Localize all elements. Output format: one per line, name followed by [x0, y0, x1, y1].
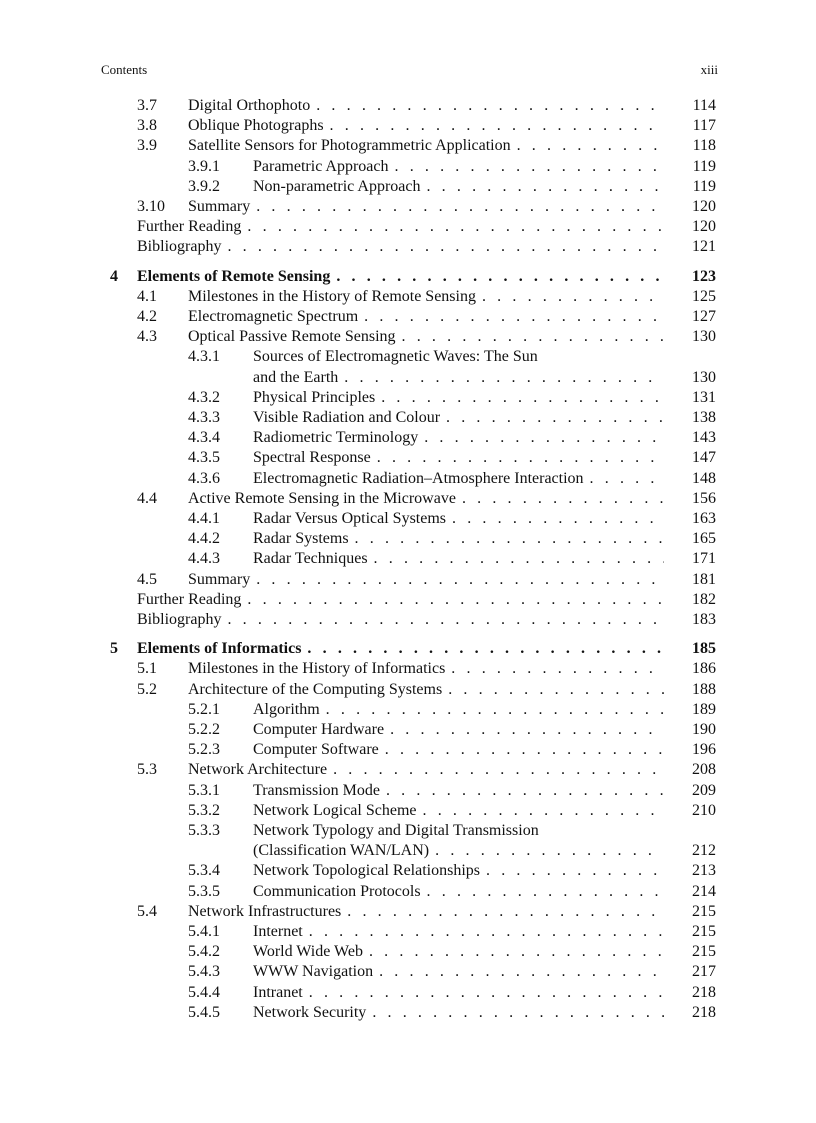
- toc-entry[interactable]: [0, 659, 816, 679]
- toc-entry-title: Electromagnetic Spectrum . . .: [188, 307, 664, 327]
- toc-entry-number: 4.3.1: [188, 348, 220, 366]
- toc-entry-number: 5.2.3: [188, 741, 220, 759]
- toc-entry-title: Physical Principles . . .: [253, 388, 664, 408]
- toc-entry-title: Digital Orthophoto . . .: [188, 96, 664, 116]
- toc-entry[interactable]: [0, 1003, 816, 1023]
- toc-entry-number: 4: [110, 267, 118, 285]
- toc-entry-title: Elements of Informatics . . .: [137, 639, 664, 659]
- toc-entry[interactable]: [0, 549, 816, 569]
- toc-entry-number: 5.3.1: [188, 781, 220, 799]
- toc-entry-title: Computer Software . . .: [253, 740, 664, 760]
- toc-entry-number: 5.3.3: [188, 822, 220, 839]
- toc-entry-number: 5.3.5: [188, 882, 220, 900]
- toc-entry-title: Parametric Approach . . .: [253, 157, 664, 177]
- toc-entry[interactable]: [0, 237, 816, 257]
- toc-entry-title: Sources of Electromagnetic Waves: The Sun: [253, 348, 538, 366]
- toc-entry[interactable]: [0, 217, 816, 237]
- toc-entry[interactable]: [0, 116, 816, 136]
- toc-entry-title: Bibliography . . .: [137, 610, 664, 630]
- toc-entry[interactable]: [0, 740, 816, 760]
- toc-entry-page: 213: [692, 862, 716, 880]
- toc-entry-title: Radar Versus Optical Systems . . .: [253, 509, 664, 529]
- toc-entry-page: 117: [692, 117, 716, 135]
- toc-entry-title: Milestones in the History of Informatics . . .: [188, 659, 664, 679]
- toc-entry-page: 181: [692, 570, 716, 588]
- toc-entry-number: 4.3.3: [188, 409, 220, 426]
- toc-entry-number: 5.4: [137, 902, 157, 920]
- toc-entry[interactable]: [0, 388, 816, 408]
- toc-entry-page: 143: [692, 429, 716, 447]
- toc-entry-title: Architecture of the Computing Systems . . .: [188, 680, 664, 700]
- toc-entry-title: Internet . . .: [253, 922, 664, 942]
- toc-entry-page: 212: [692, 842, 716, 860]
- toc-entry-title: WWW Navigation . . .: [253, 962, 664, 982]
- toc-entry-page: 119: [692, 177, 716, 195]
- toc-entry-page: 218: [692, 1003, 716, 1021]
- toc-entry-number: 5.3.4: [188, 862, 220, 880]
- toc-entry[interactable]: [0, 962, 816, 982]
- toc-entry-title: Radar Systems . . .: [253, 529, 664, 549]
- toc-entry-title: and the Earth . . .: [253, 368, 664, 388]
- toc-entry-number: 5.2.1: [188, 700, 220, 718]
- running-header: [101, 60, 718, 80]
- toc-entry-page: 214: [692, 882, 716, 900]
- toc-entry-page: 196: [692, 741, 716, 759]
- toc-entry-number: 4.2: [137, 308, 157, 325]
- toc-entry-number: 5.4.2: [188, 943, 220, 961]
- toc-entry-page: 130: [692, 368, 716, 386]
- toc-entry-title: Network Typology and Digital Transmission: [253, 822, 539, 839]
- toc-entry-title: Milestones in the History of Remote Sensing . . .: [188, 287, 664, 307]
- toc-entry-number: 5.4.4: [188, 983, 220, 1001]
- toc-entry[interactable]: [0, 700, 816, 720]
- toc-entry-number: 4.4.3: [188, 550, 220, 568]
- toc-entry-number: 3.8: [137, 117, 157, 135]
- toc-entry[interactable]: [0, 590, 816, 610]
- toc-entry-title: Bibliography . . .: [137, 237, 664, 257]
- toc-entry-page: 182: [692, 590, 716, 608]
- toc-entry-page: 208: [692, 761, 716, 779]
- toc-entry-page: 156: [692, 489, 716, 507]
- toc-entry-title: Summary . . .: [188, 197, 664, 217]
- toc-entry-title: Optical Passive Remote Sensing . . .: [188, 327, 664, 347]
- toc-entry[interactable]: [0, 157, 816, 177]
- toc-entry-number: 4.3: [137, 328, 157, 346]
- toc-entry[interactable]: [0, 408, 816, 428]
- toc-entry-title: Active Remote Sensing in the Microwave . . .: [188, 489, 664, 509]
- toc-entry[interactable]: [0, 570, 816, 590]
- toc-entry-number: 3.9.1: [188, 157, 220, 175]
- toc-entry-page: 125: [692, 287, 716, 305]
- toc-entry[interactable]: [0, 177, 816, 197]
- toc-entry-number: 5.1: [137, 660, 157, 678]
- toc-entry-page: 114: [692, 97, 716, 114]
- toc-entry-number: 4.1: [137, 287, 157, 305]
- toc-entry-number: 5.4.5: [188, 1003, 220, 1021]
- toc-entry-title: Computer Hardware . . .: [253, 720, 664, 740]
- toc-entry-page: 185: [692, 640, 716, 658]
- toc-entry-title: Network Architecture . . .: [188, 760, 664, 780]
- toc-entry[interactable]: [0, 983, 816, 1003]
- toc-entry[interactable]: [0, 469, 816, 489]
- toc-entry-number: 4.3.4: [188, 429, 220, 447]
- toc-entry-title: Communication Protocols . . .: [253, 882, 664, 902]
- toc-entry[interactable]: [0, 489, 816, 509]
- toc-entry[interactable]: [0, 801, 816, 821]
- toc-entry-page: 130: [692, 328, 716, 346]
- toc-entry-title: Intranet . . .: [253, 983, 664, 1003]
- toc-entry-page: 218: [692, 983, 716, 1001]
- toc-entry-number: 5.4.3: [188, 963, 220, 981]
- toc-entry-page: 148: [692, 469, 716, 487]
- toc-entry-page: 209: [692, 781, 716, 799]
- toc-entry-title: Visible Radiation and Colour . . .: [253, 408, 664, 428]
- page-number: xiii: [700, 62, 718, 77]
- toc-entry[interactable]: [0, 428, 816, 448]
- toc-entry-number: 4.4.1: [188, 510, 220, 527]
- toc-entry-title: (Classification WAN/LAN) . . .: [253, 841, 664, 861]
- toc-entry-number: 4.3.6: [188, 469, 220, 487]
- toc-entry-title: Satellite Sensors for Photogrammetric Application . . .: [188, 136, 664, 156]
- toc-entry-number: 3.10: [137, 198, 165, 215]
- toc-entry-number: 5.4.1: [188, 923, 220, 940]
- toc-entry-page: 165: [692, 530, 716, 548]
- toc-entry[interactable]: [0, 136, 816, 156]
- toc-entry[interactable]: [0, 448, 816, 468]
- toc-entry-page: 120: [692, 198, 716, 215]
- toc-entry-title: Radiometric Terminology . . .: [253, 428, 664, 448]
- toc-entry-title: Radar Techniques . . .: [253, 549, 664, 569]
- toc-entry-page: 131: [692, 388, 716, 406]
- toc-entry[interactable]: [0, 509, 816, 529]
- toc-entry-number: 5.2: [137, 680, 157, 698]
- toc-entry[interactable]: [0, 922, 816, 942]
- toc-entry-title: Network Topological Relationships . . .: [253, 861, 664, 881]
- toc-entry[interactable]: [0, 368, 816, 388]
- toc-entry-number: 3.9.2: [188, 177, 220, 195]
- toc-entry-title: Transmission Mode . . .: [253, 781, 664, 801]
- toc-entry[interactable]: [0, 529, 816, 549]
- toc-entry-title: Further Reading . . .: [137, 217, 664, 237]
- toc-entry-title: Oblique Photographs . . .: [188, 116, 664, 136]
- toc-entry[interactable]: [0, 197, 816, 217]
- toc-entry-number: 3.7: [137, 97, 157, 114]
- toc-entry-number: 5.3.2: [188, 801, 220, 819]
- toc-entry[interactable]: [0, 861, 816, 881]
- toc-entry-page: 147: [692, 449, 716, 467]
- toc-entry-title: Network Infrastructures . . .: [188, 902, 664, 922]
- toc-entry-title: Elements of Remote Sensing . . .: [137, 267, 664, 287]
- toc-chapter-entry[interactable]: [0, 267, 816, 287]
- toc-entry-number: 4.4: [137, 489, 157, 507]
- toc-entry-number: 4.5: [137, 570, 157, 588]
- toc-entry-title: Summary . . .: [188, 570, 664, 590]
- toc-entry[interactable]: [0, 287, 816, 307]
- toc-entry-title: Further Reading . . .: [137, 590, 664, 610]
- toc-entry-page: 127: [692, 308, 716, 325]
- toc-entry[interactable]: [0, 96, 816, 116]
- toc-entry[interactable]: [0, 680, 816, 700]
- toc-entry-page: 215: [692, 902, 716, 920]
- toc-entry-title: World Wide Web . . .: [253, 942, 664, 962]
- toc-entry-title: Non-parametric Approach . . .: [253, 177, 664, 197]
- toc-entry-number: 4.4.2: [188, 530, 220, 548]
- toc-entry-page: 120: [692, 218, 716, 236]
- toc-entry-page: 163: [692, 510, 716, 527]
- toc-entry-title: Network Security . . .: [253, 1003, 664, 1023]
- toc-entry-number: 3.9: [137, 137, 157, 155]
- toc-entry-title: Electromagnetic Radiation–Atmosphere Interaction . . .: [253, 469, 664, 489]
- toc-entry-page: 189: [692, 700, 716, 718]
- toc-entry-title: Algorithm . . .: [253, 700, 664, 720]
- toc-entry-title: Network Logical Scheme . . .: [253, 801, 664, 821]
- toc-entry[interactable]: [0, 882, 816, 902]
- toc-entry[interactable]: [0, 720, 816, 740]
- toc-entry-page: 217: [692, 963, 716, 981]
- toc-entry-page: 186: [692, 660, 716, 678]
- toc-entry-number: 4.3.2: [188, 388, 220, 406]
- toc-entry-number: 5.3: [137, 761, 157, 779]
- toc-entry-page: 118: [692, 137, 716, 155]
- toc-entry-page: 210: [692, 801, 716, 819]
- toc-entry-page: 183: [692, 611, 716, 628]
- toc-entry[interactable]: [0, 327, 816, 347]
- toc-entry[interactable]: [0, 347, 816, 367]
- toc-entry-page: 121: [692, 238, 716, 256]
- toc-entry[interactable]: [0, 821, 816, 841]
- toc-chapter-entry[interactable]: [0, 639, 816, 659]
- toc-entry-number: 5: [110, 640, 118, 658]
- running-header-title: Contents: [101, 62, 148, 77]
- toc-entry-page: 119: [692, 157, 716, 175]
- toc-entry-number: 4.3.5: [188, 449, 220, 467]
- toc-entry-page: 171: [692, 550, 716, 568]
- toc-entry[interactable]: [0, 307, 816, 327]
- toc-entry-number: 5.2.2: [188, 721, 220, 738]
- toc-entry-page: 190: [692, 721, 716, 738]
- toc-entry[interactable]: [0, 760, 816, 780]
- toc-entry-page: 188: [692, 680, 716, 698]
- toc-entry-page: 215: [692, 923, 716, 940]
- toc-entry[interactable]: [0, 902, 816, 922]
- toc-entry-page: 215: [692, 943, 716, 961]
- toc-entry-page: 123: [692, 267, 716, 285]
- toc-entry[interactable]: [0, 610, 816, 630]
- toc-entry-title: Spectral Response . . .: [253, 448, 664, 468]
- toc-entry[interactable]: [0, 841, 816, 861]
- toc-entry-page: 138: [692, 409, 716, 426]
- toc-entry[interactable]: [0, 781, 816, 801]
- toc-entry[interactable]: [0, 942, 816, 962]
